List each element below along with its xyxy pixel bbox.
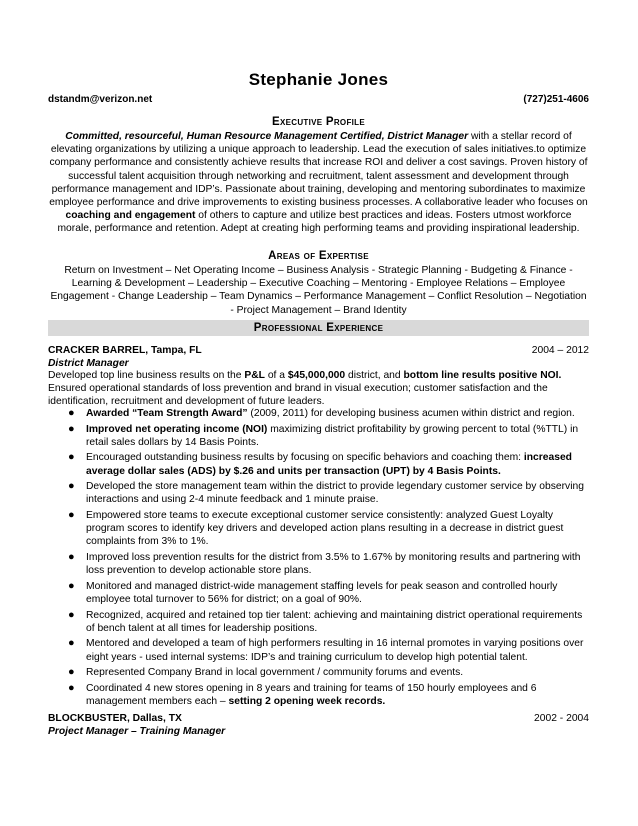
professional-experience-heading: Professional Experience <box>48 320 589 336</box>
list-item <box>48 480 589 506</box>
bullet-bold: setting 2 opening week records. <box>228 695 386 707</box>
job-dates: 2002 - 2004 <box>534 713 589 724</box>
phone-number: (727)251-4606 <box>523 94 589 105</box>
bullet-icon: ● <box>68 550 75 563</box>
list-item <box>48 666 589 679</box>
list-item <box>48 423 589 449</box>
bullet-text: Developed the store management team within the district to provide legendary customer service by observing interactions and using 2-4 minute feedback and 1 minute praise. <box>86 481 584 506</box>
desc-bold-1: P&L <box>244 370 265 381</box>
bullet-text: Coordinated 4 new stores opening in 8 years and training for teams of 150 hourly employees and 6 management members each – <box>86 682 537 707</box>
bullet-bold: increased average dollar sales (ADS) by $.26 and units per transaction (UPT) by 4 Basis Points. <box>86 452 572 477</box>
list-item <box>48 407 589 420</box>
bullet-icon: ● <box>68 637 75 650</box>
profile-text-2: of others to capture and utilize best practices and ideas. Fosters utmost workforce morale, performance and retention. Adept at creating high performing teams and providing inspirational leadership. <box>57 210 580 235</box>
list-item <box>48 551 589 577</box>
job-description <box>48 369 589 409</box>
bullet-bold: Improved net operating income (NOI) <box>86 423 268 435</box>
job-header-cracker-barrel <box>48 344 589 370</box>
bullet-text: maximizing district profitability by growing percent to total (%TTL) in retail sales dollars by 14 Basis Points. <box>86 423 579 448</box>
areas-of-expertise-heading: Areas of Expertise <box>268 250 369 262</box>
bullet-icon: ● <box>68 451 75 464</box>
bullet-icon: ● <box>68 681 75 694</box>
candidate-name: Stephanie Jones <box>248 70 389 89</box>
bullet-icon: ● <box>68 579 75 592</box>
company-name: BLOCKBUSTER, Dallas, TX <box>48 713 182 724</box>
job-title: Project Manager – Training Manager <box>48 726 226 737</box>
bullet-icon: ● <box>68 422 75 435</box>
company-name: CRACKER BARREL, Tampa, FL <box>48 345 202 356</box>
bullet-text: Encouraged outstanding business results by focusing on specific behaviors and coaching them: <box>86 452 524 464</box>
bullet-icon: ● <box>68 480 75 493</box>
email-address[interactable]: dstandm@verizon.net <box>48 94 153 105</box>
bullet-text: Improved loss prevention results for the district from 3.5% to 1.67% by monitoring results and partnering with loss prevention to develop actionable store plans. <box>86 551 581 577</box>
desc-bold-2: $45,000,000 <box>287 370 346 381</box>
bullet-bold: Awarded “Team Strength Award” <box>86 408 248 419</box>
profile-intro: Committed, resourceful, Human Resource Management Certified, District Manager <box>65 131 469 142</box>
achievement-list <box>48 407 589 711</box>
job-dates: 2004 – 2012 <box>531 345 589 356</box>
list-item <box>48 580 589 606</box>
executive-profile-heading: Executive Profile <box>272 116 365 128</box>
bullet-text: Monitored and managed district-wide management staffing levels for peak season and controlled hourly employee total turnover to 56% for district; on a goal of 90%. <box>86 580 558 605</box>
profile-text-1: with a stellar record of elevating organizations by utilizing a unique approach to leadership. Lead the execution of sales initiatives.to optimize company performance and consistently achieve results that increase ROI and deliver a cost savings. Proven history of successful talent acquisition through networking and recruitment, talent assessment and development through performance management and IDP’s. Passionate about training, developing and mentoring subordinates to maximize employee performance and drive improvements to existing business processes. A collaborative leader who focuses on <box>49 131 588 209</box>
bullet-text: Represented Company Brand in local government / community forums and events. <box>86 667 464 679</box>
areas-of-expertise-text: Return on Investment – Net Operating Income – Business Analysis - Strategic Planning - Budgeting & Finance - Learning & Development – Leadership – Executive Coaching – Mentoring - Employee Relations – Employee Engagement - Change Leadership – Team Dynamics – Performance Management – Conflict Resolution – Negotiation - Project Management – Brand Identity <box>50 265 587 316</box>
desc-text-3: district, and <box>345 370 404 381</box>
bullet-text: Mentored and developed a team of high performers resulting in 16 internal promotes in varying positions over eight years - used internal systems: IDP’s and training curriculum to develop high potential talent. <box>86 638 584 663</box>
list-item <box>48 609 589 635</box>
executive-profile-text <box>48 130 589 236</box>
desc-text-2: of a <box>264 370 288 381</box>
list-item <box>48 637 589 663</box>
list-item <box>48 509 589 549</box>
desc-text-4: Ensured operational standards of loss prevention and brand in visual execution; customer satisfaction and the identification, recruitment and development of future leaders. <box>48 383 548 408</box>
bullet-icon: ● <box>68 508 75 521</box>
bullet-text: Empowered store teams to execute exceptional customer service consistently: analyzed Guest Loyalty program scores to identify key drivers and developed action plans resulting in a decrease in district guest complaints from 3% to 1%. <box>86 509 564 548</box>
bullet-icon: ● <box>68 666 75 679</box>
desc-text-1: Developed top line business results on the <box>48 370 245 381</box>
job-title: District Manager <box>48 358 129 369</box>
bullet-icon: ● <box>68 608 75 621</box>
desc-bold-3: bottom line results positive NOI. <box>403 370 562 381</box>
profile-bold-phrase: coaching and engagement <box>65 210 196 222</box>
list-item <box>48 682 589 708</box>
list-item <box>48 451 589 477</box>
bullet-text: (2009, 2011) for developing business acumen within district and region. <box>247 408 575 419</box>
job-header-blockbuster <box>48 712 589 738</box>
bullet-icon: ● <box>68 407 75 419</box>
bullet-text: Recognized, acquired and retained top tier talent: achieving and maintaining district operational requirements of bench talent at all times for leadership positions. <box>86 609 583 634</box>
